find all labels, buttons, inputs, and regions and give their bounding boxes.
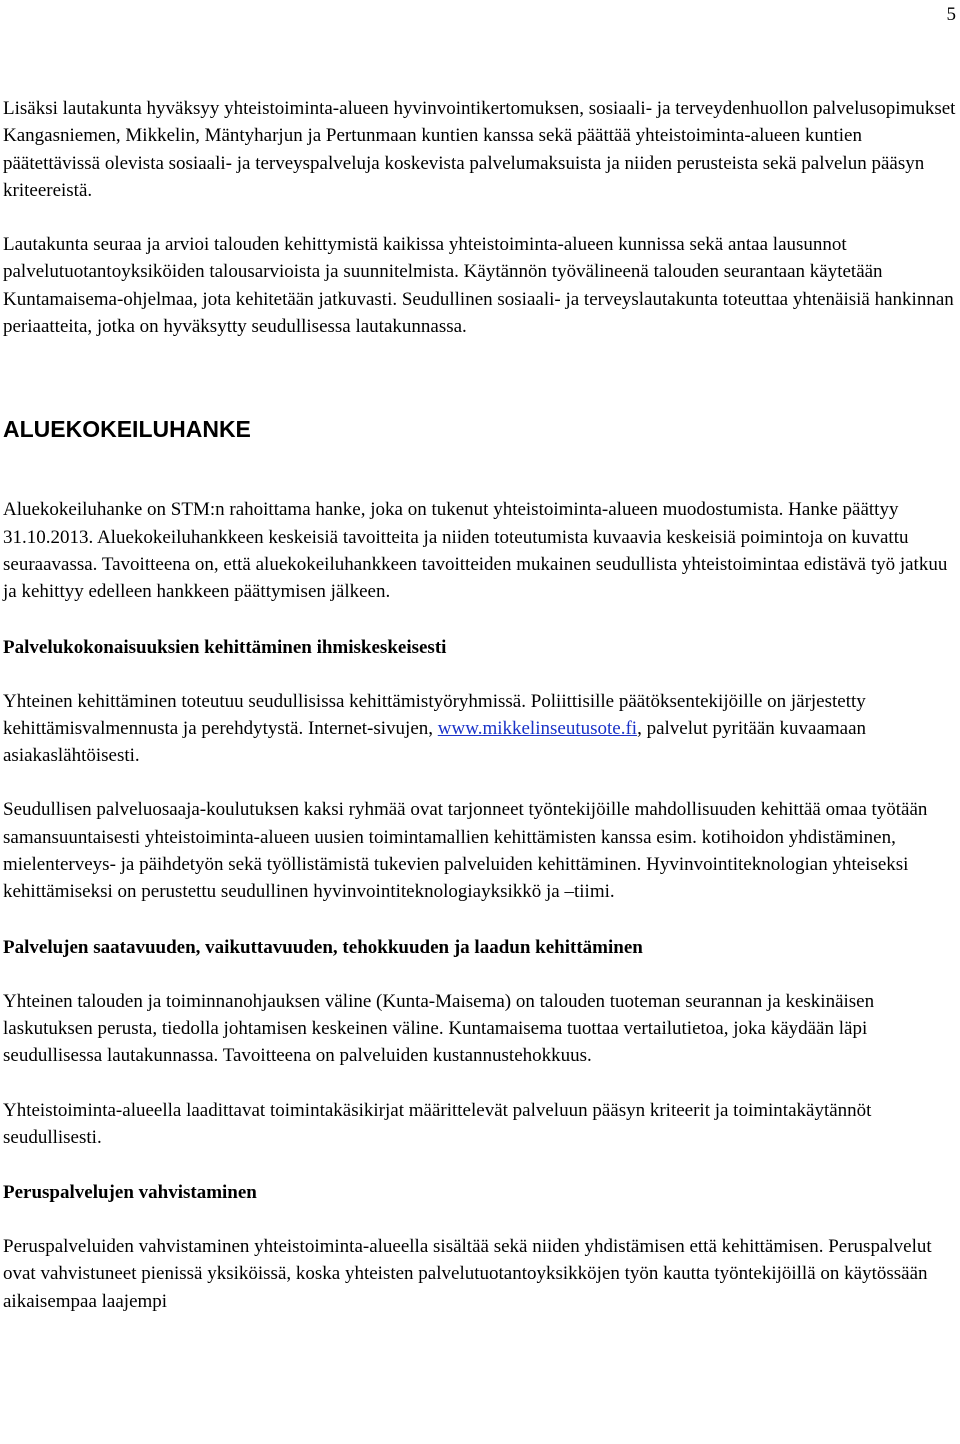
paragraph-text: Yhteinen kehittäminen toteutuu seudullisissa kehittämistyöryhmissä. Poliittisille päätöksentekijöille on järjestetty kehittämisvalmennusta ja perehdytystä. Internet-sivujen, [3, 690, 866, 739]
subheading-basic-services: Peruspalvelujen vahvistaminen [3, 1182, 257, 1204]
section-heading-aluekokeiluhanke: ALUEKOKEILUHANKE [3, 416, 251, 443]
website-link[interactable]: www.mikkelinseutusote.fi [437, 717, 638, 739]
paragraph-board-approvals: Lisäksi lautakunta hyväksyy yhteistoiminta-alueen hyvinvointikertomuksen, sosiaali- ja terveydenhuollon palvelusopimukset Kangasniemen, Mikkelin, Mäntyharjun ja Pertunmaan kuntien kanssa sekä päättää yhteistoiminta-alueen kuntien päätettävissä olevista sosiaali- ja terveyspalveluja koskevista palvelumaksuista ja niiden perusteista sekä palvelun pääsyn kriteereistä. [3, 98, 956, 201]
paragraph-joint-development [3, 688, 958, 770]
paragraph-training: Seudullisen palveluosaaja-koulutuksen kaksi ryhmää ovat tarjonneet työntekijöille mahdollisuuden kehittää omaa työtään samansuuntaisesti yhteistoiminta-alueen uusien toimintamallien kehittämisten kanssa esim. kotihoidon yhdistäminen, mielenterveys- ja päihdetyön sekä työllistämistä tukevien palveluiden kehittäminen. Hyvinvointiteknologian yhteiseksi kehittämiseksi on perustettu seudullinen hyvinvointiteknologiayksikkö ja –tiimi. [3, 799, 928, 903]
paragraph-text: , palvelut pyritään kuvaamaan asiakaslähtöisesti. [3, 717, 867, 767]
document-body [3, 95, 958, 1315]
paragraph-project-intro: Aluekokeiluhanke on STM:n rahoittama hanke, joka on tukenut yhteistoiminta-alueen muodostumista. Hanke päättyy 31.10.2013. Aluekokeiluhankkeen keskeisiä tavoitteita ja niiden toteutumista kuvaavia keskeisiä poimintoja on kuvattu seuraavassa. Tavoitteena on, että aluekokeiluhankkeen tavoitteiden mukainen seudullista yhteistoimintaa edistävä työ jatkuu ja kehittyy edelleen hankkeen päättymisen jälkeen. [3, 499, 948, 603]
paragraph-handbooks: Yhteistoiminta-alueella laadittavat toimintakäsikirjat määrittelevät palveluun pääsyn kriteerit ja toimintakäytännöt seudullisesti. [3, 1099, 872, 1148]
page-number: 5 [946, 4, 956, 25]
paragraph-kunta-maisema: Yhteinen talouden ja toiminnanohjauksen väline (Kunta-Maisema) on talouden tuoteman seurannan ja keskinäisen laskutuksen perusta, tiedolla johtamisen keskeinen väline. Kuntamaisema tuottaa vertailutietoa, joka käydään läpi seudullisessa lautakunnassa. Tavoitteena on palveluiden kustannustehokkuus. [3, 990, 875, 1067]
subheading-service-development: Palvelukokonaisuuksien kehittäminen ihmiskeskeisesti [3, 636, 447, 658]
paragraph-economy-monitoring: Lautakunta seuraa ja arvioi talouden kehittymistä kaikissa yhteistoiminta-alueen kunnissa sekä antaa lausunnot palvelutuotantoyksiköiden talousarvioista ja suunnitelmista. Käytännön työvälineenä talouden seurantaan käytetään Kuntamaisema-ohjelmaa, jota kehitetään jatkuvasti. Seudullinen sosiaali- ja terveyslautakunta toteuttaa yhtenäisiä hankinnan periaatteita, jotka on hyväksytty seudullisessa lautakunnassa. [3, 234, 954, 338]
subheading-availability-quality: Palvelujen saatavuuden, vaikuttavuuden, tehokkuuden ja laadun kehittäminen [3, 936, 643, 958]
paragraph-basic-services: Peruspalveluiden vahvistaminen yhteistoiminta-alueella sisältää sekä niiden yhdistämisen että kehittämisen. Peruspalvelut ovat vahvistuneet pienissä yksiköissä, koska yhteisten palvelutuotantoyksikköjen työn kautta työntekijöillä on käytössään aikaisempaa laajempi [3, 1236, 932, 1312]
